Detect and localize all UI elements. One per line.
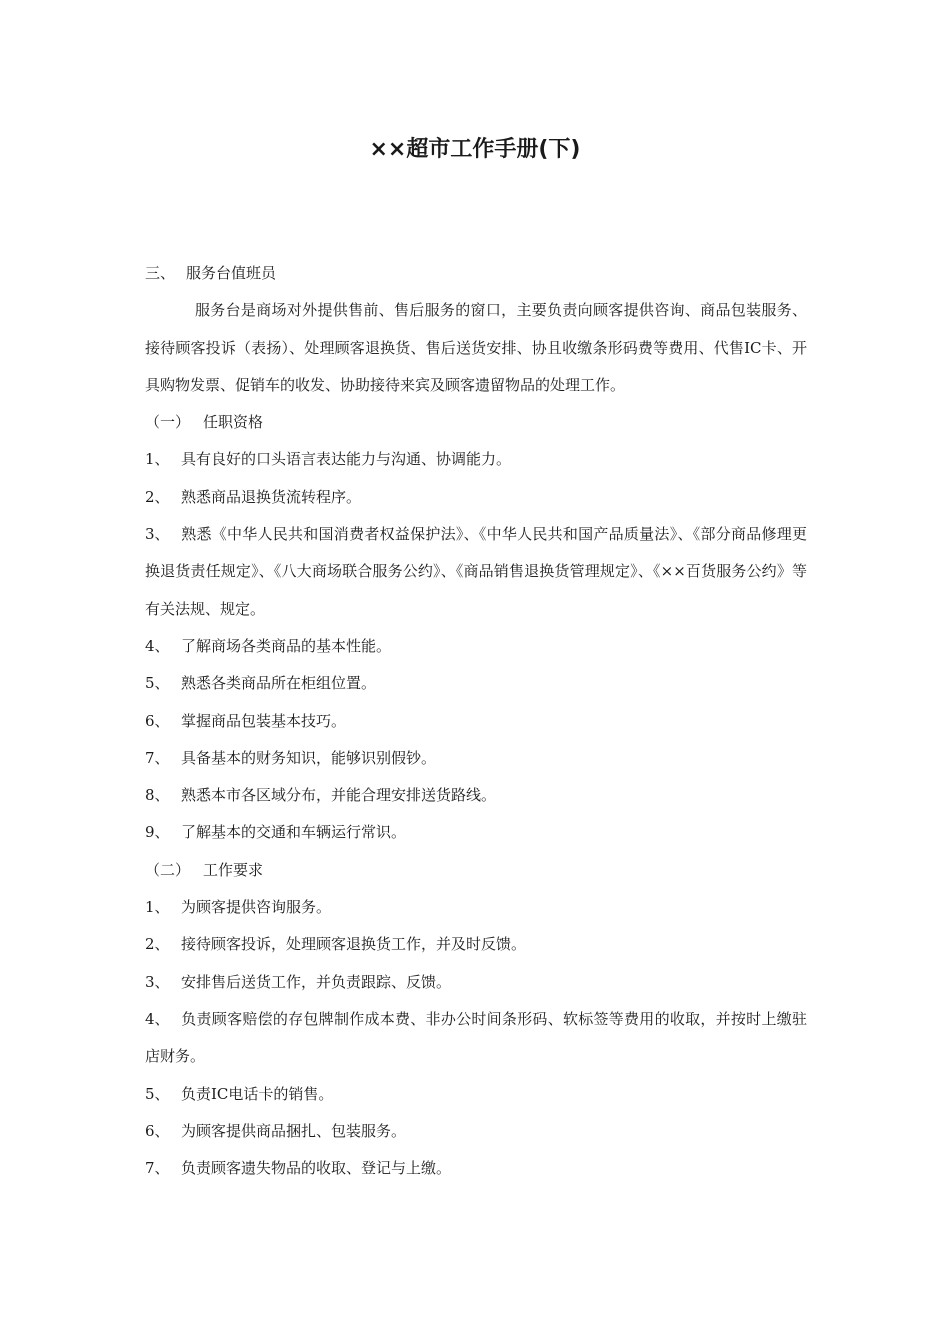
list-item: [145, 964, 807, 1001]
section-number: 三、: [145, 264, 176, 282]
item-number: 5、: [145, 1084, 170, 1103]
list-item: [145, 703, 807, 740]
item-number: 7、: [145, 1159, 170, 1178]
list-item: [145, 1113, 807, 1150]
item-text: 为顾客提供商品捆扎、包装服务。: [181, 1121, 407, 1140]
item-text: 掌握商品包装基本技巧。: [181, 711, 347, 730]
item-number: 4、: [145, 1009, 170, 1028]
item-number: 2、: [145, 487, 170, 506]
list-item: [145, 814, 807, 851]
list-item: [145, 777, 807, 814]
qualifications-list: [145, 441, 807, 851]
item-number: 8、: [145, 786, 170, 805]
list-item: [145, 441, 807, 478]
document-title: ××超市工作手册(下): [369, 137, 581, 162]
item-number: 4、: [145, 636, 170, 655]
list-item: [145, 1076, 807, 1113]
item-text: 负责IC电话卡的销售。: [181, 1084, 334, 1103]
item-text: 安排售后送货工作，并负责跟踪、反馈。: [181, 972, 452, 991]
subsection-title: 任职资格: [203, 413, 264, 432]
item-text: 具有良好的口头语言表达能力与沟通、协调能力。: [181, 450, 512, 469]
item-number: 2、: [145, 935, 170, 954]
list-item: [145, 926, 807, 963]
item-text: 接待顾客投诉，处理顾客退换货工作，并及时反馈。: [181, 935, 527, 954]
qualifications-heading: [145, 404, 807, 441]
list-item: [145, 740, 807, 777]
list-item: [145, 479, 807, 516]
list-item: [145, 889, 807, 926]
item-text: 熟悉商品退换货流转程序。: [181, 487, 362, 506]
requirements-list: [145, 889, 807, 1187]
item-text: 熟悉各类商品所在柜组位置。: [181, 674, 377, 693]
item-number: 1、: [145, 898, 170, 917]
item-text: 具备基本的财务知识，能够识别假钞。: [181, 748, 437, 767]
item-number: 3、: [145, 972, 170, 991]
item-text: 了解商场各类商品的基本性能。: [181, 636, 392, 655]
item-number: 7、: [145, 748, 170, 767]
section-intro: 服务台是商场对外提供售前、售后服务的窗口，主要负责向顾客提供咨询、商品包装服务、接待顾客投诉（表扬）、处理顾客退换货、售后送货安排、协且收缴条形码费等费用、代售IC卡、开具购物发票、促销车的收发、协助接待来宾及顾客遗留物品的处理工作。: [145, 301, 807, 394]
item-text: 负责顾客赔偿的存包牌制作成本费、非办公时间条形码、软标签等费用的收取，并按时上缴驻店财务。: [145, 1009, 807, 1066]
section-heading: [145, 255, 807, 292]
item-number: 6、: [145, 711, 170, 730]
item-number: 6、: [145, 1121, 170, 1140]
list-item: [145, 1001, 807, 1076]
subsection-number: （二）: [145, 860, 191, 879]
list-item: [145, 1150, 807, 1187]
subsection-title: 工作要求: [203, 860, 264, 879]
item-number: 3、: [145, 525, 170, 544]
item-number: 1、: [145, 450, 170, 469]
document-body: [145, 255, 807, 1187]
section-title: 服务台值班员: [186, 264, 277, 282]
list-item: [145, 628, 807, 665]
subsection-number: （一）: [145, 413, 191, 432]
item-number: 5、: [145, 674, 170, 693]
requirements-heading: [145, 852, 807, 889]
item-text: 了解基本的交通和车辆运行常识。: [181, 823, 407, 842]
list-item: [145, 516, 807, 628]
item-number: 9、: [145, 823, 170, 842]
list-item: [145, 665, 807, 702]
item-text: 熟悉本市各区域分布，并能合理安排送货路线。: [181, 786, 497, 805]
item-text: 为顾客提供咨询服务。: [181, 898, 332, 917]
item-text: 熟悉《中华人民共和国消费者权益保护法》、《中华人民共和国产品质量法》、《部分商品修理更换退货责任规定》、《八大商场联合服务公约》、《商品销售退换货管理规定》、《××百货服务公约》等有关法规、规定。: [145, 525, 807, 618]
item-text: 负责顾客遗失物品的收取、登记与上缴。: [181, 1159, 452, 1178]
